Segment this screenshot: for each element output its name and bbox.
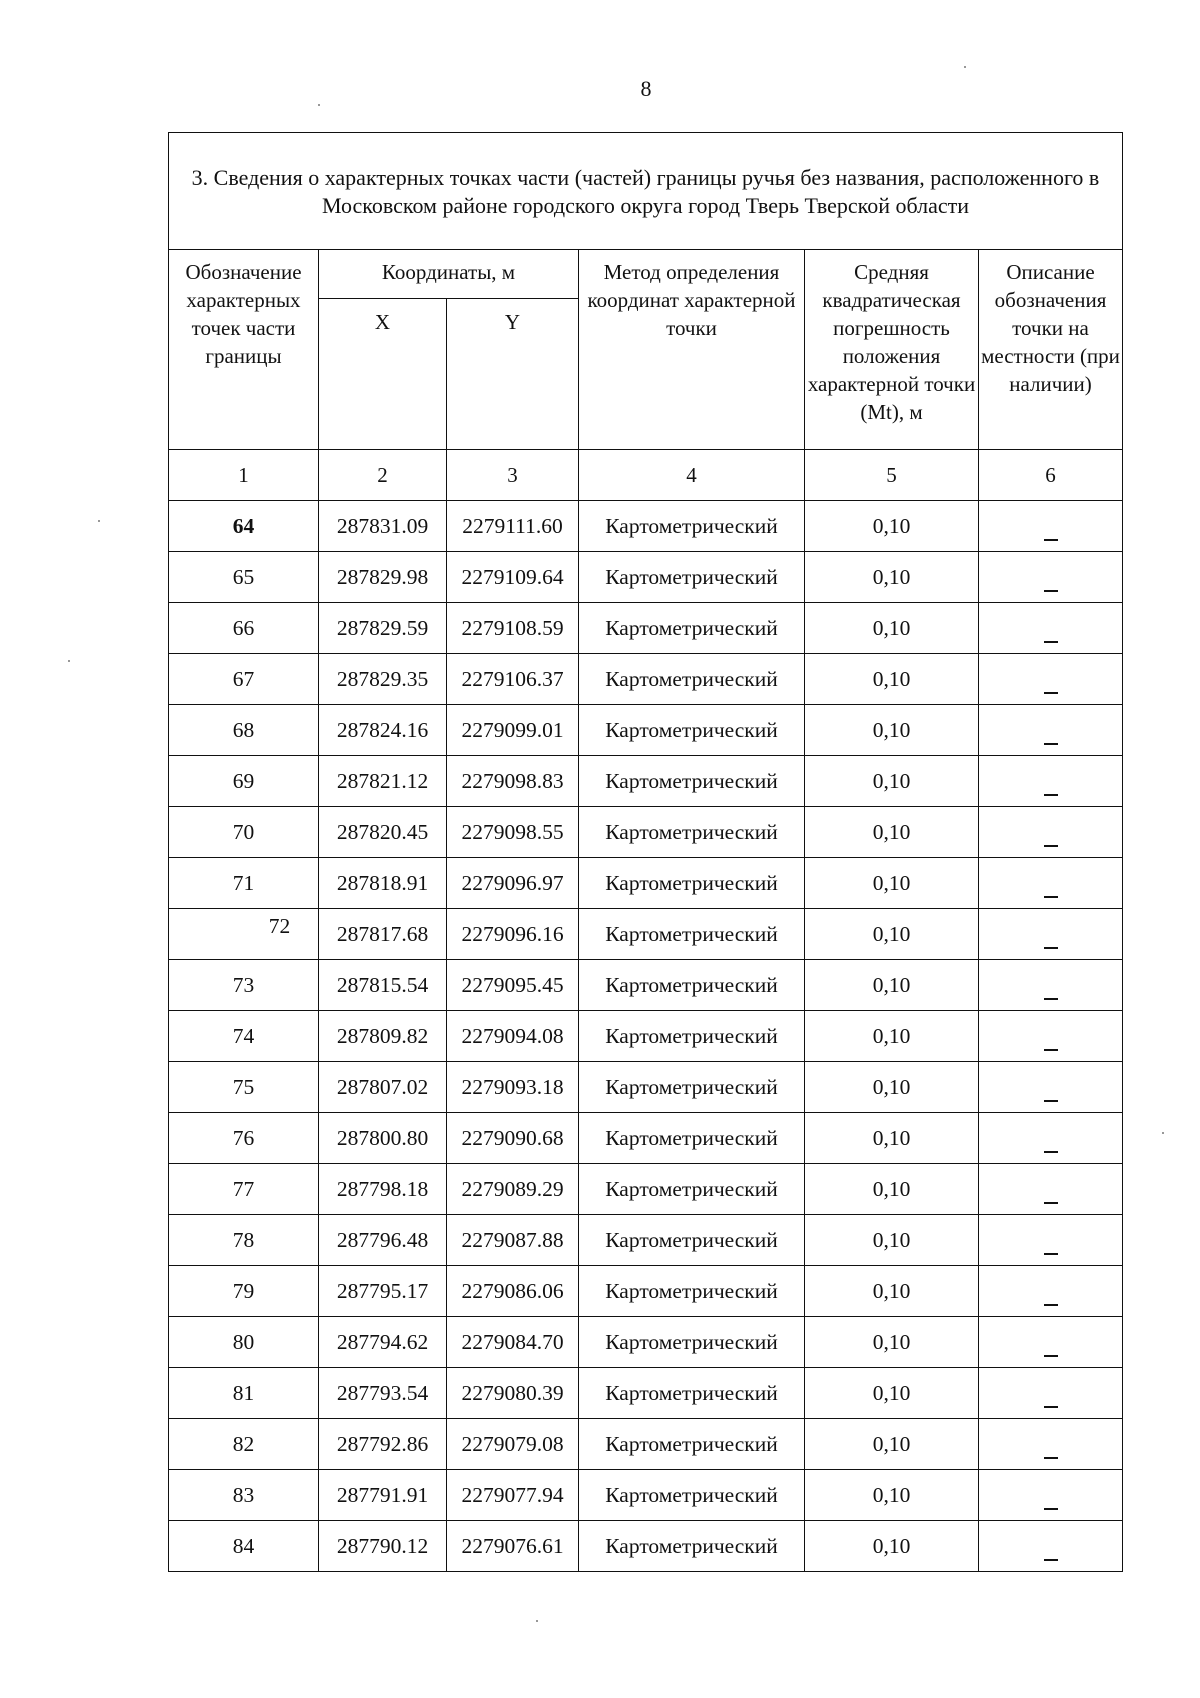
- description-cell: [979, 552, 1123, 603]
- table-row: [169, 1113, 1123, 1164]
- table-row: [169, 501, 1123, 552]
- method-value: Картометрический: [605, 1278, 778, 1303]
- dash-mark: [1044, 845, 1058, 847]
- y-coordinate-value: 2279106.37: [461, 666, 564, 691]
- x-coordinate-cell: [319, 807, 447, 858]
- scan-speck: [1162, 1132, 1164, 1134]
- y-coordinate-value: 2279080.39: [461, 1380, 564, 1405]
- error-cell: [805, 1368, 979, 1419]
- table-row: [169, 807, 1123, 858]
- y-coordinate-value: 2279076.61: [461, 1533, 564, 1558]
- error-cell: [805, 654, 979, 705]
- point-number-value: 66: [232, 615, 255, 640]
- x-coordinate-cell: [319, 1521, 447, 1572]
- x-coordinate-cell: [319, 654, 447, 705]
- header-method: Метод определения координат характерной точки: [579, 250, 805, 450]
- point-number-cell: [169, 705, 319, 756]
- method-value: Картометрический: [605, 564, 778, 589]
- error-value: 0,10: [872, 1023, 911, 1048]
- error-value: 0,10: [872, 1431, 911, 1456]
- error-value: 0,10: [872, 1533, 911, 1558]
- x-coordinate-value: 287829.35: [336, 666, 429, 691]
- x-coordinate-cell: [319, 1062, 447, 1113]
- table-row: [169, 960, 1123, 1011]
- point-number-value: 80: [232, 1329, 255, 1354]
- description-cell: [979, 705, 1123, 756]
- method-value: Картометрический: [605, 1227, 778, 1252]
- y-coordinate-value: 2279098.55: [461, 819, 564, 844]
- error-cell: [805, 960, 979, 1011]
- method-cell: [579, 1521, 805, 1572]
- error-cell: [805, 1266, 979, 1317]
- description-cell: [979, 1215, 1123, 1266]
- y-coordinate-value: 2279109.64: [461, 564, 564, 589]
- method-value: Картометрический: [605, 870, 778, 895]
- method-cell: [579, 1113, 805, 1164]
- point-number-cell: [169, 858, 319, 909]
- y-coordinate-value: 2279108.59: [461, 615, 564, 640]
- x-coordinate-value: 287794.62: [336, 1329, 429, 1354]
- point-number-cell: [169, 1419, 319, 1470]
- point-number-value: 73: [232, 972, 255, 997]
- y-coordinate-value: 2279099.01: [461, 717, 564, 742]
- point-number-value: 64: [232, 513, 255, 538]
- table-row: [169, 552, 1123, 603]
- x-coordinate-cell: [319, 1215, 447, 1266]
- description-cell: [979, 1062, 1123, 1113]
- x-coordinate-value: 287795.17: [336, 1278, 429, 1303]
- table-row: [169, 654, 1123, 705]
- error-cell: [805, 552, 979, 603]
- x-coordinate-cell: [319, 705, 447, 756]
- method-cell: [579, 960, 805, 1011]
- table-row: [169, 1317, 1123, 1368]
- table-row: [169, 909, 1123, 960]
- dash-mark: [1044, 1253, 1058, 1255]
- y-coordinate-value: 2279079.08: [461, 1431, 564, 1456]
- point-number-cell: [169, 960, 319, 1011]
- table-row: [169, 1470, 1123, 1521]
- y-coordinate-value: 2279077.94: [461, 1482, 564, 1507]
- error-value: 0,10: [872, 768, 911, 793]
- dash-mark: [1044, 1304, 1058, 1306]
- description-cell: [979, 1419, 1123, 1470]
- point-number-cell: [169, 1215, 319, 1266]
- method-value: Картометрический: [605, 1482, 778, 1507]
- x-coordinate-cell: [319, 1011, 447, 1062]
- point-number-cell: [169, 1470, 319, 1521]
- point-number-cell: [169, 756, 319, 807]
- x-coordinate-cell: [319, 552, 447, 603]
- method-value: Картометрический: [605, 1023, 778, 1048]
- x-coordinate-cell: [319, 756, 447, 807]
- y-coordinate-cell: [447, 807, 579, 858]
- point-number-cell: [169, 909, 319, 960]
- column-number: 5: [805, 450, 979, 501]
- error-value: 0,10: [872, 1380, 911, 1405]
- y-coordinate-cell: [447, 1317, 579, 1368]
- y-coordinate-value: 2279084.70: [461, 1329, 564, 1354]
- description-cell: [979, 1011, 1123, 1062]
- header-description: Описание обозначения точки на местности (при наличии): [979, 250, 1123, 450]
- dash-mark: [1044, 1151, 1058, 1153]
- y-coordinate-value: 2279094.08: [461, 1023, 564, 1048]
- y-coordinate-value: 2279093.18: [461, 1074, 564, 1099]
- point-number-value: 67: [232, 666, 255, 691]
- point-number-value: 82: [232, 1431, 255, 1456]
- description-cell: [979, 1266, 1123, 1317]
- description-cell: [979, 1164, 1123, 1215]
- x-coordinate-value: 287809.82: [336, 1023, 429, 1048]
- dash-mark: [1044, 539, 1058, 541]
- description-cell: [979, 603, 1123, 654]
- point-number-value: 72: [268, 913, 291, 938]
- x-coordinate-cell: [319, 1419, 447, 1470]
- y-coordinate-value: 2279096.16: [461, 921, 564, 946]
- table-row: [169, 1164, 1123, 1215]
- dash-mark: [1044, 896, 1058, 898]
- y-coordinate-cell: [447, 960, 579, 1011]
- error-value: 0,10: [872, 1176, 911, 1201]
- point-number-cell: [169, 552, 319, 603]
- point-number-value: 65: [232, 564, 255, 589]
- table-row: [169, 756, 1123, 807]
- y-coordinate-cell: [447, 1266, 579, 1317]
- x-coordinate-value: 287800.80: [336, 1125, 429, 1150]
- dash-mark: [1044, 641, 1058, 643]
- x-coordinate-value: 287807.02: [336, 1074, 429, 1099]
- x-coordinate-value: 287793.54: [336, 1380, 429, 1405]
- table-row: [169, 1215, 1123, 1266]
- method-value: Картометрический: [605, 1431, 778, 1456]
- method-value: Картометрический: [605, 1380, 778, 1405]
- point-number-cell: [169, 501, 319, 552]
- y-coordinate-cell: [447, 603, 579, 654]
- y-coordinate-cell: [447, 1368, 579, 1419]
- column-number-row: [169, 450, 1123, 501]
- point-number-cell: [169, 807, 319, 858]
- y-coordinate-cell: [447, 552, 579, 603]
- scan-speck: [318, 104, 320, 106]
- description-cell: [979, 1317, 1123, 1368]
- y-coordinate-cell: [447, 1419, 579, 1470]
- method-cell: [579, 1317, 805, 1368]
- point-number-value: 70: [232, 819, 255, 844]
- header-y: Y: [447, 299, 579, 450]
- point-number-cell: [169, 1164, 319, 1215]
- point-number-value: 75: [232, 1074, 255, 1099]
- error-value: 0,10: [872, 972, 911, 997]
- method-value: Картометрический: [605, 1533, 778, 1558]
- x-coordinate-cell: [319, 909, 447, 960]
- point-number-value: 71: [232, 870, 255, 895]
- x-coordinate-cell: [319, 1317, 447, 1368]
- y-coordinate-cell: [447, 1215, 579, 1266]
- error-value: 0,10: [872, 921, 911, 946]
- x-coordinate-value: 287796.48: [336, 1227, 429, 1252]
- method-value: Картометрический: [605, 921, 778, 946]
- method-value: Картометрический: [605, 819, 778, 844]
- x-coordinate-value: 287821.12: [336, 768, 429, 793]
- description-cell: [979, 909, 1123, 960]
- table-row: [169, 1062, 1123, 1113]
- y-coordinate-cell: [447, 1470, 579, 1521]
- method-cell: [579, 909, 805, 960]
- error-value: 0,10: [872, 513, 911, 538]
- y-coordinate-value: 2279095.45: [461, 972, 564, 997]
- y-coordinate-value: 2279096.97: [461, 870, 564, 895]
- point-number-cell: [169, 1317, 319, 1368]
- x-coordinate-cell: [319, 1266, 447, 1317]
- table-row: [169, 603, 1123, 654]
- page-number: 8: [640, 76, 652, 101]
- point-number-cell: [169, 1368, 319, 1419]
- y-coordinate-cell: [447, 1113, 579, 1164]
- dash-mark: [1044, 1508, 1058, 1510]
- x-coordinate-value: 287792.86: [336, 1431, 429, 1456]
- description-cell: [979, 807, 1123, 858]
- error-value: 0,10: [872, 1278, 911, 1303]
- y-coordinate-cell: [447, 1164, 579, 1215]
- point-number-value: 69: [232, 768, 255, 793]
- method-value: Картометрический: [605, 768, 778, 793]
- method-value: Картометрический: [605, 513, 778, 538]
- method-value: Картометрический: [605, 1176, 778, 1201]
- y-coordinate-cell: [447, 654, 579, 705]
- scan-speck: [98, 520, 100, 522]
- error-value: 0,10: [872, 666, 911, 691]
- x-coordinate-value: 287820.45: [336, 819, 429, 844]
- error-value: 0,10: [872, 870, 911, 895]
- dash-mark: [1044, 1457, 1058, 1459]
- method-cell: [579, 756, 805, 807]
- x-coordinate-cell: [319, 858, 447, 909]
- method-value: Картометрический: [605, 1125, 778, 1150]
- table-row: [169, 1419, 1123, 1470]
- method-value: Картометрический: [605, 1329, 778, 1354]
- header-coordinates: Координаты, м: [319, 250, 579, 299]
- point-number-value: 84: [232, 1533, 255, 1558]
- header-error: Средняя квадратическая погрешность положения характерной точки (Mt), м: [805, 250, 979, 450]
- error-value: 0,10: [872, 615, 911, 640]
- method-cell: [579, 1062, 805, 1113]
- x-coordinate-value: 287829.59: [336, 615, 429, 640]
- error-value: 0,10: [872, 1227, 911, 1252]
- description-cell: [979, 858, 1123, 909]
- point-number-value: 74: [232, 1023, 255, 1048]
- error-value: 0,10: [872, 1074, 911, 1099]
- table-row: [169, 858, 1123, 909]
- dash-mark: [1044, 998, 1058, 1000]
- point-number-cell: [169, 603, 319, 654]
- header-point-designation: Обозначение характерных точек части границы: [169, 250, 319, 450]
- table-row: [169, 1521, 1123, 1572]
- dash-mark: [1044, 1406, 1058, 1408]
- error-value: 0,10: [872, 564, 911, 589]
- x-coordinate-value: 287829.98: [336, 564, 429, 589]
- scan-speck: [68, 660, 70, 662]
- point-number-value: 68: [232, 717, 255, 742]
- point-number-cell: [169, 1521, 319, 1572]
- column-number: 6: [979, 450, 1123, 501]
- method-cell: [579, 552, 805, 603]
- point-number-cell: [169, 1062, 319, 1113]
- error-cell: [805, 1164, 979, 1215]
- y-coordinate-cell: [447, 1062, 579, 1113]
- error-cell: [805, 1317, 979, 1368]
- point-number-value: 79: [232, 1278, 255, 1303]
- table-row: [169, 1011, 1123, 1062]
- error-cell: [805, 756, 979, 807]
- method-cell: [579, 1470, 805, 1521]
- column-number: 1: [169, 450, 319, 501]
- y-coordinate-cell: [447, 756, 579, 807]
- error-cell: [805, 1521, 979, 1572]
- method-cell: [579, 1011, 805, 1062]
- y-coordinate-cell: [447, 501, 579, 552]
- point-number-value: 81: [232, 1380, 255, 1405]
- dash-mark: [1044, 1100, 1058, 1102]
- scan-speck: [536, 1620, 538, 1622]
- error-cell: [805, 705, 979, 756]
- error-cell: [805, 909, 979, 960]
- method-cell: [579, 603, 805, 654]
- column-number: 4: [579, 450, 805, 501]
- method-value: Картометрический: [605, 615, 778, 640]
- error-value: 0,10: [872, 1125, 911, 1150]
- point-number-cell: [169, 1266, 319, 1317]
- x-coordinate-value: 287817.68: [336, 921, 429, 946]
- scan-speck: [964, 66, 966, 68]
- error-value: 0,10: [872, 819, 911, 844]
- point-number-value: 76: [232, 1125, 255, 1150]
- method-cell: [579, 654, 805, 705]
- x-coordinate-value: 287790.12: [336, 1533, 429, 1558]
- method-cell: [579, 1164, 805, 1215]
- table-row: [169, 1266, 1123, 1317]
- y-coordinate-value: 2279089.29: [461, 1176, 564, 1201]
- description-cell: [979, 756, 1123, 807]
- y-coordinate-cell: [447, 705, 579, 756]
- header-x: X: [319, 299, 447, 450]
- error-cell: [805, 1011, 979, 1062]
- point-number-cell: [169, 654, 319, 705]
- point-number-cell: [169, 1113, 319, 1164]
- y-coordinate-value: 2279086.06: [461, 1278, 564, 1303]
- method-value: Картометрический: [605, 1074, 778, 1099]
- y-coordinate-cell: [447, 909, 579, 960]
- description-cell: [979, 654, 1123, 705]
- method-cell: [579, 858, 805, 909]
- error-value: 0,10: [872, 1482, 911, 1507]
- table-caption: 3. Сведения о характерных точках части (частей) границы ручья без названия, расположенного в Московском районе городского округа город Тверь Тверской области: [169, 133, 1123, 250]
- x-coordinate-value: 287798.18: [336, 1176, 429, 1201]
- dash-mark: [1044, 743, 1058, 745]
- description-cell: [979, 1368, 1123, 1419]
- point-number-value: 78: [232, 1227, 255, 1252]
- error-cell: [805, 1215, 979, 1266]
- x-coordinate-cell: [319, 501, 447, 552]
- x-coordinate-cell: [319, 1470, 447, 1521]
- dash-mark: [1044, 1559, 1058, 1561]
- x-coordinate-cell: [319, 603, 447, 654]
- method-cell: [579, 705, 805, 756]
- method-cell: [579, 1266, 805, 1317]
- column-number: 2: [319, 450, 447, 501]
- x-coordinate-cell: [319, 960, 447, 1011]
- error-value: 0,10: [872, 1329, 911, 1354]
- x-coordinate-value: 287824.16: [336, 717, 429, 742]
- x-coordinate-value: 287815.54: [336, 972, 429, 997]
- error-cell: [805, 1062, 979, 1113]
- x-coordinate-value: 287818.91: [336, 870, 429, 895]
- y-coordinate-cell: [447, 1521, 579, 1572]
- x-coordinate-value: 287791.91: [336, 1482, 429, 1507]
- y-coordinate-value: 2279111.60: [462, 513, 563, 538]
- y-coordinate-value: 2279098.83: [461, 768, 564, 793]
- method-value: Картометрический: [605, 717, 778, 742]
- method-value: Картометрический: [605, 666, 778, 691]
- dash-mark: [1044, 692, 1058, 694]
- point-number-value: 83: [232, 1482, 255, 1507]
- method-value: Картометрический: [605, 972, 778, 997]
- column-number: 3: [447, 450, 579, 501]
- description-cell: [979, 960, 1123, 1011]
- point-number-cell: [169, 1011, 319, 1062]
- dash-mark: [1044, 1355, 1058, 1357]
- method-cell: [579, 1215, 805, 1266]
- table-row: [169, 1368, 1123, 1419]
- dash-mark: [1044, 590, 1058, 592]
- point-number-value: 77: [232, 1176, 255, 1201]
- description-cell: [979, 1521, 1123, 1572]
- method-cell: [579, 807, 805, 858]
- y-coordinate-value: 2279090.68: [461, 1125, 564, 1150]
- description-cell: [979, 501, 1123, 552]
- y-coordinate-cell: [447, 1011, 579, 1062]
- table-body: [169, 501, 1123, 1572]
- x-coordinate-cell: [319, 1113, 447, 1164]
- method-cell: [579, 1368, 805, 1419]
- error-value: 0,10: [872, 717, 911, 742]
- dash-mark: [1044, 794, 1058, 796]
- table-row: [169, 705, 1123, 756]
- boundary-points-table-wrapper: [168, 132, 1122, 1572]
- x-coordinate-value: 287831.09: [336, 513, 429, 538]
- error-cell: [805, 1113, 979, 1164]
- x-coordinate-cell: [319, 1368, 447, 1419]
- error-cell: [805, 603, 979, 654]
- boundary-points-table: [168, 132, 1123, 1572]
- dash-mark: [1044, 1202, 1058, 1204]
- error-cell: [805, 858, 979, 909]
- error-cell: [805, 501, 979, 552]
- method-cell: [579, 501, 805, 552]
- error-cell: [805, 1419, 979, 1470]
- error-cell: [805, 1470, 979, 1521]
- method-cell: [579, 1419, 805, 1470]
- y-coordinate-value: 2279087.88: [461, 1227, 564, 1252]
- description-cell: [979, 1470, 1123, 1521]
- dash-mark: [1044, 947, 1058, 949]
- x-coordinate-cell: [319, 1164, 447, 1215]
- dash-mark: [1044, 1049, 1058, 1051]
- error-cell: [805, 807, 979, 858]
- y-coordinate-cell: [447, 858, 579, 909]
- description-cell: [979, 1113, 1123, 1164]
